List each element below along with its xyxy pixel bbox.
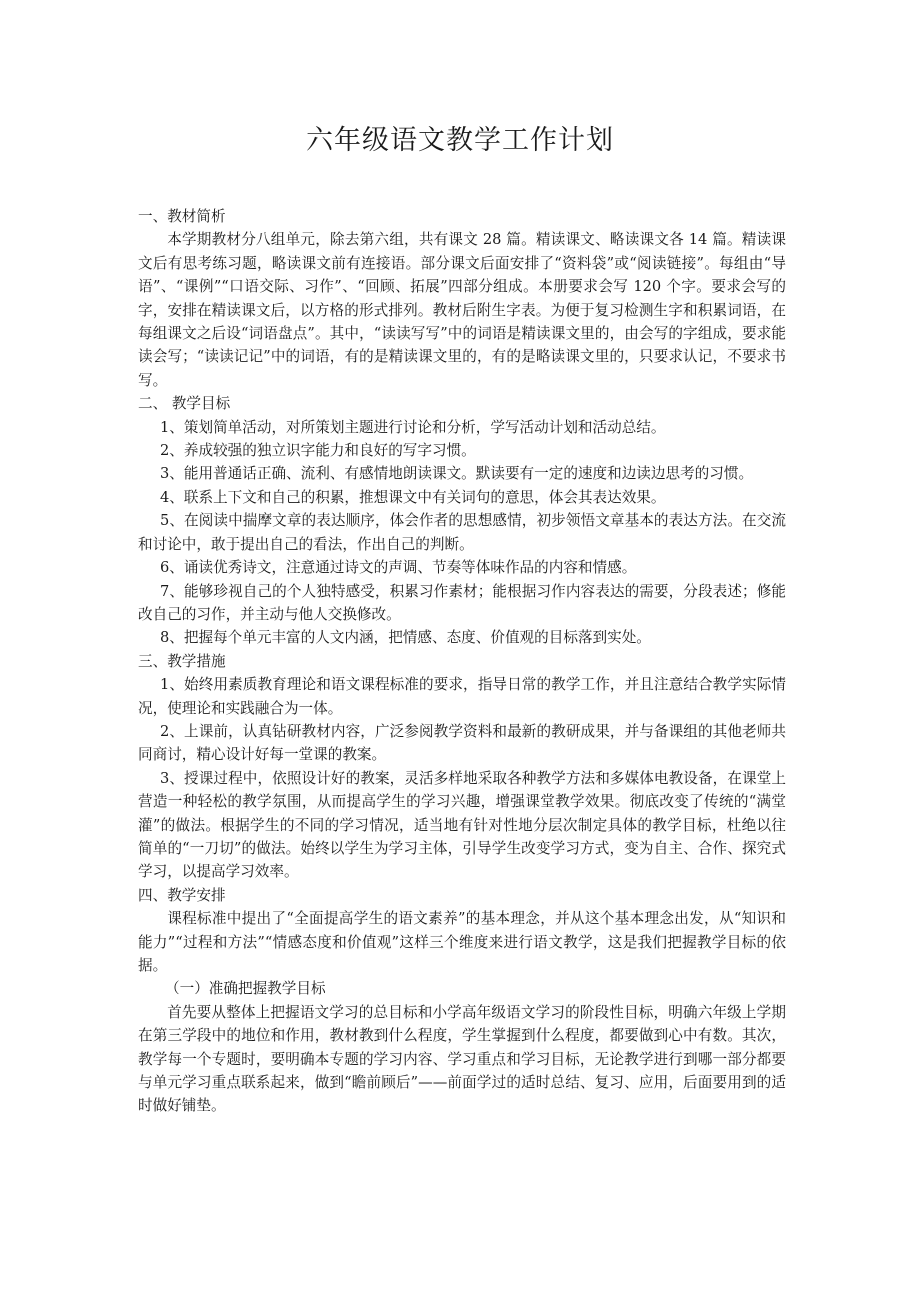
paragraph: 课程标准中提出了“全面提高学生的语文素养”的基本理念，并从这个基本理念出发，从“知识和能力”“过程和方法”“情感态度和价值观”这样三个维度来进行语文教学，这是我们把握教学目标的依据。 bbox=[138, 910, 786, 974]
section-heading-2: 二、 教学目标 bbox=[138, 395, 231, 413]
paragraph: 本学期教材分八组单元，除去第六组，共有课文 28 篇。精读课文、略读课文各 14 篇。精读课文后有思考练习题，略读课文前有连接语。部分课文后面安排了“资料袋”或“阅读链接”。每组由“导语”、“课例”“口语交际、习作”、“回顾、拓展”四部分组成。本册要求会写 120 个字。要求会写的字，安排在精读课文后，以方格的形式排列。教材后附生字表。为便于复习检测生字和积累词语，在每组课文之后设“词语盘点”。其中，“读读写写”中的词语是精读课文里的，由会写的字组成，要求能读会写；“读读记记”中的词语，有的是精读课文里的，有的是略读课文里的，只要求认记，不要求书写。 bbox=[138, 231, 786, 389]
list-item: 3、能用普通话正确、流利、有感情地朗读课文。默读要有一定的速度和边读边思考的习惯。 bbox=[160, 465, 754, 483]
list-item: 5、在阅读中揣摩文章的表达顺序，体会作者的思想感情，初步领悟文章基本的表达方法。在交流和讨论中，敢于提出自己的看法，作出自己的判断。 bbox=[138, 512, 786, 553]
section-heading-4: 四、教学安排 bbox=[138, 886, 226, 904]
list-item: 6、诵读优秀诗文，注意通过诗文的声调、节奏等体味作品的内容和情感。 bbox=[160, 559, 637, 577]
list-item: 2、养成较强的独立识字能力和良好的写字习惯。 bbox=[160, 442, 476, 460]
paragraph: 首先要从整体上把握语文学习的总目标和小学高年级语文学习的阶段性目标，明确六年级上学期在第三学段中的地位和作用，教材教到什么程度，学生掌握到什么程度，都要做到心中有数。其次，教学每一个专题时，要明确本专题的学习内容、学习重点和学习目标，无论教学进行到哪一部分都要与单元学习重点联系起来，做到“瞻前顾后”——前面学过的适时总结、复习、应用，后面要用到的适时做好铺垫。 bbox=[138, 1003, 786, 1115]
section-heading-3: 三、教学措施 bbox=[138, 652, 226, 670]
list-item: 8、把握每个单元丰富的人文内涵，把情感、态度、价值观的目标落到实处。 bbox=[160, 629, 651, 647]
list-item: 4、联系上下文和自己的积累，推想课文中有关词句的意思，体会其表达效果。 bbox=[160, 488, 666, 506]
document-title: 六年级语文教学工作计划 bbox=[306, 125, 614, 156]
list-item: 1、始终用素质教育理论和语文课程标准的要求，指导日常的教学工作，并且注意结合教学实际情况，使理论和实践融合为一体。 bbox=[138, 676, 786, 717]
subsection-heading: （一）准确把握教学目标 bbox=[165, 980, 326, 998]
list-item: 2、上课前，认真钻研教材内容，广泛参阅教学资料和最新的教研成果，并与备课组的其他老师共同商讨，精心设计好每一堂课的教案。 bbox=[138, 722, 786, 764]
list-item: 7、能够珍视自己的个人独特感受，积累习作素材；能根据习作内容表达的需要，分段表述；修能改自己的习作，并主动与他人交换修改。 bbox=[138, 582, 786, 623]
document-body bbox=[138, 205, 786, 1118]
list-item: 3、授课过程中，依照设计好的教案，灵活多样地采取各种教学方法和多媒体电教设备，在课堂上营造一种轻松的教学氛围，从而提高学生的学习兴趣，增强课堂教学效果。彻底改变了传统的“满堂灌”的做法。根据学生的不同的学习情况，适当地有针对性地分层次制定具体的教学目标，杜绝以往简单的“一刀切”的做法。始终以学生为学习主体，引导学生改变学习方式，变为自主、合作、探究式学习，以提高学习效率。 bbox=[138, 769, 786, 881]
list-item: 1、策划简单活动，对所策划主题进行讨论和分析，学写活动计划和活动总结。 bbox=[160, 418, 666, 436]
section-heading-1: 一、教材简析 bbox=[138, 208, 226, 225]
